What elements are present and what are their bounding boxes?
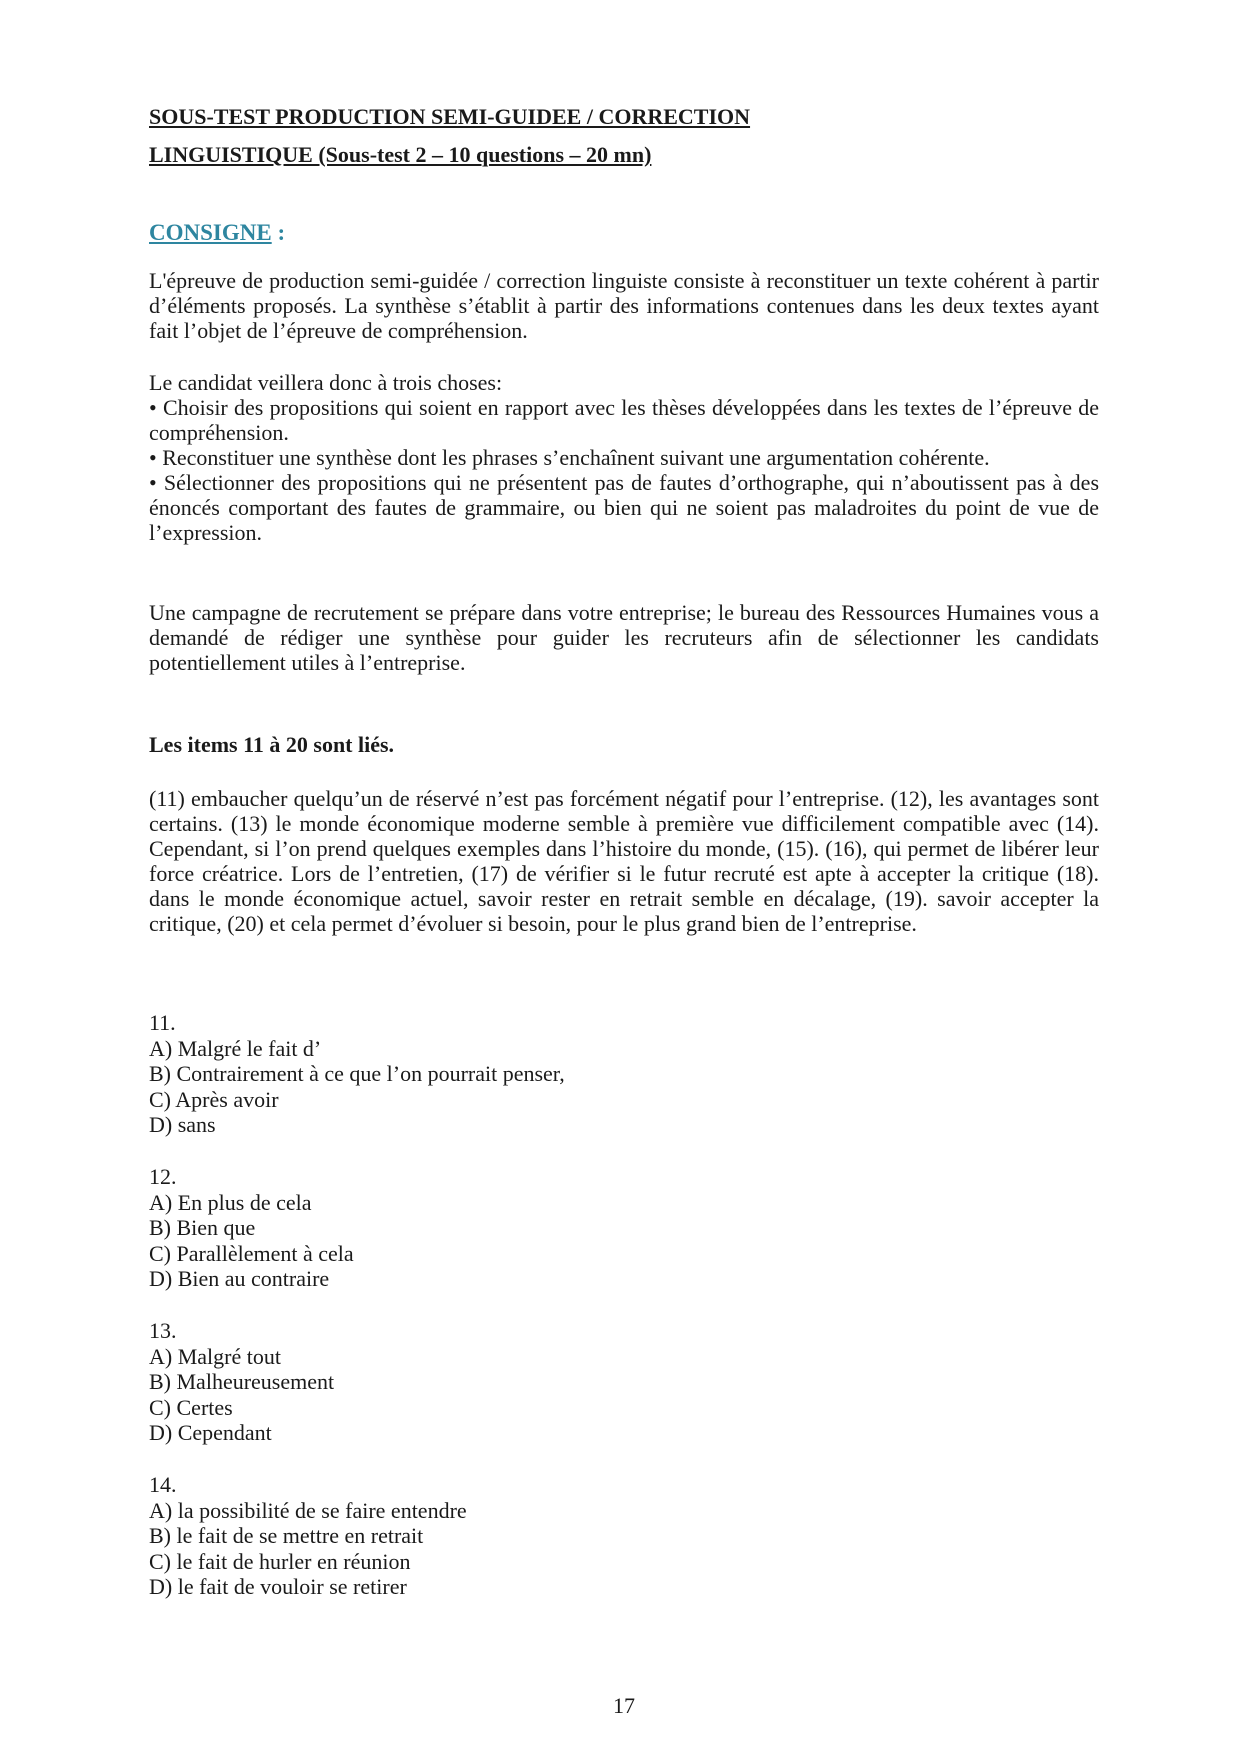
option-b[interactable]: B) Malheureusement bbox=[149, 1369, 335, 1395]
option-b[interactable]: B) Contrairement à ce que l’on pourrait penser, bbox=[149, 1061, 565, 1087]
option-a[interactable]: A) Malgré le fait d’ bbox=[149, 1035, 322, 1061]
question-number: 14. bbox=[149, 1472, 177, 1497]
section-subtitle: LINGUISTIQUE (Sous-test 2 – 10 questions – 20 mn) bbox=[149, 142, 652, 167]
option-c[interactable]: C) Après avoir bbox=[149, 1086, 279, 1112]
consigne-suffix: : bbox=[271, 220, 286, 245]
option-c[interactable]: C) Parallèlement à cela bbox=[149, 1240, 354, 1266]
instruction-bullet: • Choisir des propositions qui soient en rapport avec les thèses développées dans les textes de l’épreuve de compréhension. bbox=[149, 395, 1099, 445]
consigne-heading bbox=[149, 220, 285, 246]
question-number: 11. bbox=[149, 1010, 176, 1035]
option-b[interactable]: B) Bien que bbox=[149, 1215, 256, 1241]
option-c[interactable]: C) Certes bbox=[149, 1394, 233, 1420]
question-13 bbox=[149, 1318, 334, 1446]
question-number: 12. bbox=[149, 1164, 177, 1189]
instruction-bullet: • Sélectionner des propositions qui ne présentent pas de fautes d’orthographe, qui n’aboutissent pas à des énoncés comportant des fautes de grammaire, ou bien qui ne soient pas maladroites du point de vue de l’expression. bbox=[149, 470, 1099, 545]
option-d[interactable]: D) Cependant bbox=[149, 1420, 272, 1446]
question-number: 13. bbox=[149, 1318, 177, 1343]
option-c[interactable]: C) le fait de hurler en réunion bbox=[149, 1548, 411, 1574]
question-11 bbox=[149, 1010, 565, 1138]
question-12 bbox=[149, 1164, 354, 1292]
instruction-bullet: • Reconstituer une synthèse dont les phrases s’enchaînent suivant une argumentation cohérente. bbox=[149, 445, 990, 470]
option-a[interactable]: A) la possibilité de se faire entendre bbox=[149, 1497, 467, 1523]
option-d[interactable]: D) le fait de vouloir se retirer bbox=[149, 1574, 407, 1600]
option-d[interactable]: D) Bien au contraire bbox=[149, 1266, 330, 1292]
page-number: 17 bbox=[613, 1693, 635, 1718]
items-heading: Les items 11 à 20 sont liés. bbox=[149, 732, 395, 757]
option-b[interactable]: B) le fait de se mettre en retrait bbox=[149, 1523, 424, 1549]
question-14 bbox=[149, 1472, 467, 1600]
scenario-paragraph: Une campagne de recrutement se prépare dans votre entreprise; le bureau des Ressources Humaines vous a demandé de rédiger une synthèse pour guider les recruteurs afin de sélectionner les candidats potentiellement utiles à l’entreprise. bbox=[149, 600, 1099, 675]
candidate-intro: Le candidat veillera donc à trois choses: bbox=[149, 370, 503, 395]
option-a[interactable]: A) En plus de cela bbox=[149, 1189, 312, 1215]
option-a[interactable]: A) Malgré tout bbox=[149, 1343, 281, 1369]
consigne-label: CONSIGNE bbox=[149, 220, 272, 245]
passage-text: (11) embaucher quelqu’un de réservé n’est pas forcément négatif pour l’entreprise. (12), les avantages sont certains. (13) le monde économique moderne semble à première vue difficilement compatible avec (14). Cependant, si l’on prend quelques exemples dans l’histoire du monde, (15). (16), qui permet de libérer leur force créatrice. Lors de l’entretien, (17) de vérifier si le futur recruté est apte à accepter la critique (18). dans le monde économique actuel, savoir rester en retrait semble en décalage, (19). savoir accepter la critique, (20) et cela permet d’évoluer si besoin, pour le plus grand bien de l’entreprise. bbox=[149, 786, 1099, 936]
option-d[interactable]: D) sans bbox=[149, 1112, 216, 1138]
instructions-block bbox=[149, 370, 1099, 545]
section-title: SOUS-TEST PRODUCTION SEMI-GUIDEE / CORRECTION bbox=[149, 104, 751, 129]
intro-paragraph: L'épreuve de production semi-guidée / correction linguiste consiste à reconstituer un texte cohérent à partir d’éléments proposés. La synthèse s’établit à partir des informations contenues dans les deux textes ayant fait l’objet de l’épreuve de compréhension. bbox=[149, 268, 1099, 343]
